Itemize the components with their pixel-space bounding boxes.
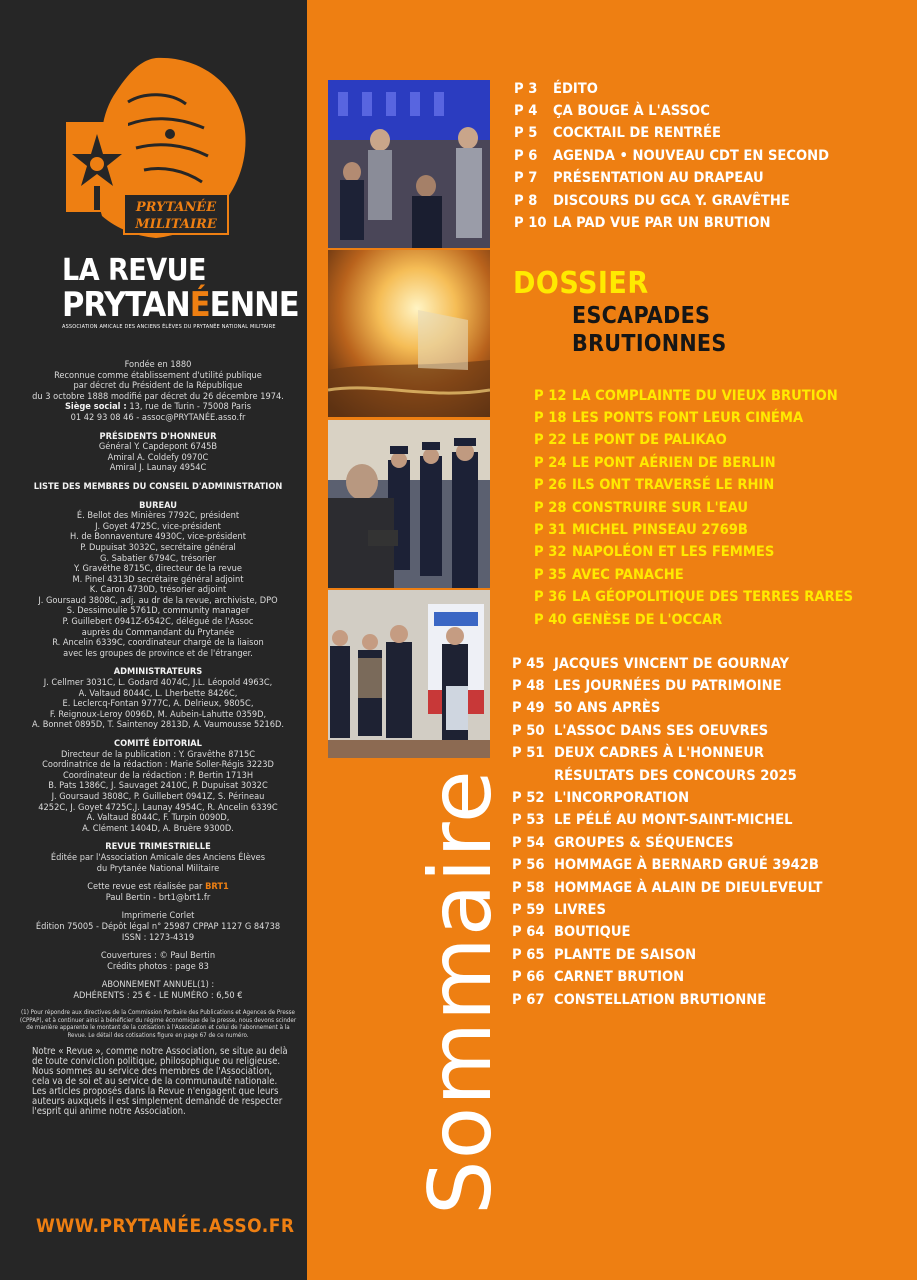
toc-page-number: P 51	[512, 744, 545, 762]
toc-title: AGENDA • NOUVEAU CDT EN SECOND	[553, 146, 830, 164]
toc-entry[interactable]	[512, 719, 823, 741]
text-line: Éditée par l'Association Amicale des Anciens Élèves	[50, 851, 266, 863]
toc-title: BOUTIQUE	[554, 923, 631, 941]
toc-title: LES PONTS FONT LEUR CINÉMA	[572, 409, 804, 427]
toc-title: 50 ANS APRÈS	[554, 699, 661, 717]
comite-title: COMITÉ ÉDITORIAL	[114, 738, 202, 749]
toc-entry[interactable]	[514, 99, 829, 121]
text-line: A. Clément 1404D, A. Bruère 9300D.	[82, 822, 234, 834]
toc-entry[interactable]	[512, 742, 823, 764]
toc-title: LE PONT DE PALIKAO	[572, 431, 727, 449]
toc-entry[interactable]	[512, 876, 823, 898]
text-line: J. Goursaud 3808C, P. Guillebert 0941Z, S. Périneau	[51, 790, 265, 802]
text-line: Amiral J. Launay 4954C	[109, 462, 207, 474]
text-line: B. Pats 1386C, J. Sauvaget 2410C, P. Dupuisat 3032C	[48, 780, 268, 792]
toc-title: L'INCORPORATION	[554, 789, 690, 807]
toc-title: CONSTRUIRE SUR L'EAU	[572, 498, 749, 516]
toc-page-number: P 32	[534, 543, 567, 561]
toc-page-number: P 10	[514, 214, 547, 232]
text-line: S. Dessimoulie 5761D, community manager	[66, 605, 250, 617]
text-line: ISSN : 1273-4319	[121, 931, 195, 943]
text-line: G. Sabatier 6794C, trésorier	[99, 552, 217, 564]
toc-entry[interactable]	[514, 144, 829, 166]
text-line: F. Reignoux-Leroy 0096D, M. Aubein-Lahutte 0359D,	[49, 708, 267, 720]
toc-entry[interactable]	[534, 474, 853, 496]
toc-section-dossier	[534, 384, 853, 630]
revue-title-line2: PRYTANÉENNE	[62, 285, 299, 325]
text-line: A. Bonnet 0895D, T. Saintenoy 2813D, A. Vaumousse 5216D.	[31, 719, 285, 731]
toc-entry[interactable]	[512, 652, 823, 674]
admins-list	[18, 678, 298, 731]
toc-title: GROUPES & SÉQUENCES	[554, 833, 734, 851]
toc-entry[interactable]	[512, 965, 823, 987]
dossier-title: ESCAPADES BRUTIONNES	[572, 303, 727, 357]
toc-title: DISCOURS DU GCA Y. GRAVÊTHE	[553, 191, 790, 209]
credits-list	[18, 951, 298, 972]
toc-page-number: P 26	[534, 476, 567, 494]
toc-title: GENÈSE DE L'OCCAR	[572, 610, 723, 628]
admins-title: ADMINISTRATEURS	[113, 666, 203, 678]
toc-page-number: P 35	[534, 565, 567, 583]
toc-title: AVEC PANACHE	[572, 565, 684, 583]
text-line: J. Goyet 4725C, vice-président	[95, 520, 221, 532]
abonnement-prices: ADHÉRENTS : 25 € - LE NUMÉRO : 6,50 €	[73, 989, 243, 1001]
toc-entry[interactable]	[534, 518, 853, 540]
toc-entry[interactable]	[512, 764, 823, 786]
toc-page-number: P 66	[512, 968, 545, 986]
footnote: (1) Pour répondre aux directives de la Commission Paritaire des Publications et Agences de Presse (CPPAP), et à continuer ainsi à bénéficier du régime économique de la presse, nous devons scinder de manière apparente le montant de la cotisation à l'Association et celui de l'abonnement à la Revue. Le détail des cotisations figure en page 67 de ce numéro.	[19, 1009, 297, 1039]
toc-page-number: P 65	[512, 945, 545, 963]
toc-section-rubriques	[512, 652, 823, 1010]
toc-title: LA COMPLAINTE DU VIEUX BRUTION	[572, 386, 838, 404]
toc-page-number: P 36	[534, 588, 567, 606]
toc-title: ÉDITO	[553, 79, 598, 97]
dossier-label: DOSSIER	[513, 266, 649, 301]
text-line: Y. Gravêthe 8715C, directeur de la revue	[74, 563, 242, 575]
bureau-list	[18, 511, 298, 659]
toc-page-number: P 48	[512, 677, 545, 695]
conseil-title: LISTE DES MEMBRES DU CONSEIL D'ADMINISTRATION	[33, 480, 283, 492]
legal-information: Fondée en 1880 Reconnue comme établissement d'utilité publique par décret du Président de la République du 3 octobre 1888 modifié par décret du 26 décembre 1974. Siège social : 13, rue de Turin - 75008 Paris 01 42 93 08 46 - assoc@PRYTANÉE.asso.fr PRÉSIDENTS D'HONNEUR Général Y. Capdepont 6745B Amiral A. Coldefy 0970C Amiral J. Launay 4954C LISTE DES MEMBRES DU CONSEIL D'ADMINISTRATION BUREAU É. Bellot des Minières 7792C, président J. Goyet 4725C, vice-président H. de Bonnaventure 4930C, vice-président P. Dupuisat 3032C, secrétaire général G. Sabatier 6794C, trésorier Y. Gravêthe 8715C, directeur de la revue M. Pinel 4313D secrétaire général adjoint K. Caron 4730D, trésorier adjoint J. Goursaud 3808C, adj. au dr de la revue, archiviste, DPO S. Dessimoulie 5761D, community manager P. Guillebert 0941Z-6542C, délégué de l'Assoc auprès du Commandant du Prytanée R. Ancelin 6339C, coordinateur chargé de la liaison avec les groupes de province et de l'étranger. ADMINISTRATEURS J. Cellmer 3031C, L. Godard 4074C, J.L. Léopold 4963C, A. Valtaud 8044C, L. Lherbette 8426C, E. Leclercq-Fontan 9777C, A. Delrieux, 9805C, F. Reignoux-Leroy 0096D, M. Aubein-Lahutte 0359D, A. Bonnet 0895D, T. Saintenoy 2813D, A. Vaumousse 5216D. COMITÉ ÉDITORIAL Directeur de la publication : Y. Gravêthe 8715C Coordinatrice de la rédaction : Marie Soller-Régis 3223D Coordinateur de la rédaction : P. Bertin 1713H B. Pats 1386C, J. Sauvaget 2410C, P. Dupuisat 3032C J. Goursaud 3808C, P. Guillebert 0941Z, S. Périneau 4252C, J. Goyet 4725C,J. Launay 4954C, R. Ancelin 6339C A. Valtaud 8044C, F. Turpin 0090D, A. Clément 1404D, A. Bruère 9300D. REVUE TRIMESTRIELLE Éditée par l'Association Amicale des Anciens Élèves du Prytanée National Militaire Cette revue est réalisée par BRT1 Paul Bertin - brt1@brt1.fr Imprimerie Corlet Édition 75005 - Dépôt légal n° 25987 CPPAP 1127 G 84738 ISSN : 1273-4319 Couvertures : © Paul Bertin Crédits photos : page 83 ABONNEMENT ANNUEL(1) : ADHÉRENTS : 25 € - LE NUMÉRO : 6,50 € (1) Pour répondre aux directives de la Commission Paritaire des Publications et Agences de Presse (CPPAP), et à continuer ainsi à bénéficier du régime économique de la presse, nous devons scinder de manière apparente le montant de la cotisation à l'Association et celui de l'abonnement à la Revue. Le détail des cotisations figure en page 67 de ce numéro. Notre « Revue », comme notre Association, se situe au delà de toute conviction politique, philosophique ou religieuse. Nous sommes au service des membres de l'Association, cela va de soi et au service de la communauté nationale. Les articles proposés dans la Revue n'engagent que leurs auteurs auxquels il est simplement demandé de respecter l'esprit qui anime notre Association.	[19, 359, 297, 1118]
toc-entry[interactable]	[514, 77, 829, 99]
toc-page-number: P 49	[512, 699, 545, 717]
toc-page-number: P 3	[514, 79, 538, 97]
toc-title: LE PONT AÉRIEN DE BERLIN	[572, 453, 776, 471]
toc-title: CARNET BRUTION	[554, 968, 685, 986]
toc-page-number: P 12	[534, 386, 567, 404]
toc-page-number: P 4	[514, 102, 538, 120]
text-line: Imprimerie Corlet	[121, 910, 195, 922]
toc-entry[interactable]	[534, 563, 853, 585]
text-line: Couvertures : © Paul Bertin	[100, 950, 216, 962]
text-line: P. Dupuisat 3032C, secrétaire général	[80, 541, 236, 553]
contact: 01 42 93 08 46 - assoc@PRYTANÉE.asso.fr	[70, 411, 246, 423]
text-line: É. Bellot des Minières 7792C, président	[76, 510, 240, 522]
revue-title-line1: LA REVUE	[62, 253, 206, 288]
toc-page-number: P 54	[512, 833, 545, 851]
toc-entry[interactable]	[534, 541, 853, 563]
toc-entry[interactable]	[512, 697, 823, 719]
toc-title: JACQUES VINCENT DE GOURNAY	[554, 654, 790, 672]
toc-page-number: P 22	[534, 431, 567, 449]
toc-title: LE PÉLÉ AU MONT-SAINT-MICHEL	[554, 811, 793, 829]
toc-page-number: P 31	[534, 521, 567, 539]
toc-section-news	[514, 77, 829, 234]
toc-page-number: P 7	[514, 169, 538, 187]
toc-entry[interactable]	[512, 943, 823, 965]
toc-page-number: P 53	[512, 811, 545, 829]
toc-page-number: P 52	[512, 789, 545, 807]
text-line: J. Goursaud 3808C, adj. au dr de la revue, archiviste, DPO	[38, 594, 278, 606]
toc-page-number: P 24	[534, 453, 567, 471]
toc-title: MICHEL PINSEAU 2769B	[572, 521, 748, 539]
photo-speech-event	[328, 590, 490, 758]
website-link[interactable]: WWW.PRYTANÉE.ASSO.FR	[36, 1215, 295, 1237]
toc-page-number: P 5	[514, 124, 538, 142]
imprimerie-list	[18, 911, 298, 943]
realisee-par: Cette revue est réalisée par BRT1	[87, 881, 229, 893]
toc-entry[interactable]	[534, 496, 853, 518]
toc-title: PLANTE DE SAISON	[554, 945, 697, 963]
toc-entry[interactable]	[512, 809, 823, 831]
text-line: Édition 75005 - Dépôt légal n° 25987 CPPAP 1127 G 84738	[35, 920, 281, 932]
text-line: J. Cellmer 3031C, L. Godard 4074C, J.L. Léopold 4963C,	[43, 677, 273, 689]
toc-page-number: P 28	[534, 498, 567, 516]
text-line: K. Caron 4730D, trésorier adjoint	[89, 584, 227, 596]
bureau-title: BUREAU	[139, 499, 177, 511]
toc-title: LA PAD VUE PAR UN BRUTION	[553, 214, 771, 232]
svg-text:MILITAIRE: MILITAIRE	[135, 217, 217, 232]
editorial-note: Notre « Revue », comme notre Association, se situe au delà de toute conviction politique, philosophique ou religieuse. Nous sommes au service des membres de l'Association, cela va de soi et au service de la communauté nationale. Les articles proposés dans la Revue n'engagent que leurs auteurs auxquels il est simplement demandé de respecter l'esprit qui anime notre Association.	[32, 1046, 288, 1118]
toc-page-number: P 8	[514, 191, 538, 209]
text-line: Général Y. Capdepont 6745B	[98, 441, 218, 453]
toc-entry[interactable]	[512, 786, 823, 808]
toc-entry[interactable]	[512, 898, 823, 920]
photo-cadets-inspection	[328, 420, 490, 588]
text-line: Amiral A. Coldefy 0970C	[107, 451, 209, 463]
toc-title: HOMMAGE À ALAIN DE DIEULEVEULT	[554, 878, 823, 896]
toc-title: NAPOLÉON ET LES FEMMES	[572, 543, 775, 561]
abonnement-label: ABONNEMENT ANNUEL(1) :	[101, 979, 215, 991]
presidents-list	[18, 442, 298, 474]
toc-title: PRÉSENTATION AU DRAPEAU	[553, 169, 764, 187]
text-line: Coordinateur de la rédaction : P. Bertin 1713H	[62, 769, 254, 781]
toc-page-number: P 6	[514, 146, 538, 164]
toc-page-number: P 56	[512, 856, 545, 874]
text-line: A. Valtaud 8044C, F. Turpin 0090D,	[86, 812, 230, 824]
toc-title: HOMMAGE À BERNARD GRUÉ 3942B	[554, 856, 819, 874]
toc-page-number: P 45	[512, 654, 545, 672]
toc-title: ÇA BOUGE À L'ASSOC	[553, 102, 710, 120]
toc-page-number: P 64	[512, 923, 545, 941]
toc-entry[interactable]	[534, 608, 853, 630]
masthead-column	[0, 0, 307, 1280]
toc-page-number: P 67	[512, 990, 545, 1008]
toc-title: LIVRES	[554, 900, 606, 918]
toc-entry[interactable]	[534, 384, 853, 406]
trimestrielle-title: REVUE TRIMESTRIELLE	[105, 841, 211, 853]
prytanee-logo-icon	[58, 52, 254, 242]
text-line: H. de Bonnaventure 4930C, vice-président	[70, 531, 246, 543]
text-line: P. Guillebert 0941Z-6542C, délégué de l'Assoc	[62, 616, 254, 628]
text-line: auprès du Commandant du Prytanée	[81, 626, 235, 638]
toc-title: ILS ONT TRAVERSÉ LE RHIN	[572, 476, 775, 494]
toc-title: LES JOURNÉES DU PATRIMOINE	[554, 677, 782, 695]
toc-title: CONSTELLATION BRUTIONNE	[554, 990, 767, 1008]
toc-entry[interactable]	[512, 831, 823, 853]
toc-title: L'ASSOC DANS SES OEUVRES	[554, 721, 769, 739]
text-line: Crédits photos : page 83	[107, 960, 209, 972]
text-line: 4252C, J. Goyet 4725C,J. Launay 4954C, R. Ancelin 6339C	[38, 801, 278, 813]
text-line: M. Pinel 4313D secrétaire général adjoint	[72, 573, 244, 585]
toc-entry[interactable]	[514, 122, 829, 144]
toc-entry[interactable]	[514, 167, 829, 189]
toc-entry[interactable]	[514, 211, 829, 233]
toc-title: RÉSULTATS DES CONCOURS 2025	[554, 766, 797, 784]
text-line: du Prytanée National Militaire	[96, 862, 220, 874]
presidents-title: PRÉSIDENTS D'HONNEUR	[99, 430, 217, 442]
photo-ceremony-night	[328, 80, 490, 248]
toc-entry[interactable]	[512, 921, 823, 943]
toc-entry[interactable]	[534, 586, 853, 608]
toc-entry[interactable]	[534, 406, 853, 428]
toc-entry[interactable]	[512, 854, 823, 876]
photo-turner-painting	[328, 250, 490, 417]
revue-title	[62, 253, 299, 331]
toc-title: LA GÉOPOLITIQUE DES TERRES RARES	[572, 588, 854, 606]
svg-text:PRYTANÉE: PRYTANÉE	[135, 200, 217, 215]
toc-entry[interactable]	[512, 988, 823, 1010]
comite-list	[18, 750, 298, 835]
toc-page-number: P 18	[534, 409, 567, 427]
text-line: R. Ancelin 6339C, coordinateur chargé de la liaison	[52, 637, 264, 649]
revue-subtitle: ASSOCIATION AMICALE DES ANCIENS ÉLÈVES DU PRYTANÉE NATIONAL MILITAIRE	[62, 324, 276, 330]
text-line: E. Leclercq-Fontan 9777C, A. Delrieux, 9805C,	[62, 698, 254, 710]
toc-entry[interactable]	[534, 429, 853, 451]
toc-entry[interactable]	[534, 451, 853, 473]
text-line: avec les groupes de province et de l'étranger.	[63, 647, 253, 659]
sommaire-heading: Sommaire	[411, 769, 511, 1215]
siege-social: Siège social : 13, rue de Turin - 75008 Paris	[64, 401, 252, 413]
text-line: A. Valtaud 8044C, L. Lherbette 8426C,	[78, 687, 238, 699]
trimestrielle-list	[18, 853, 298, 874]
toc-page-number: P 59	[512, 900, 545, 918]
toc-page-number: P 40	[534, 610, 567, 628]
toc-title: DEUX CADRES À L'HONNEUR	[554, 744, 765, 762]
toc-page-number: P 58	[512, 878, 545, 896]
text-line: Directeur de la publication : Y. Gravêthe 8715C	[60, 748, 256, 760]
toc-title: COCKTAIL DE RENTRÉE	[553, 124, 721, 142]
text-line: Coordinatrice de la rédaction : Marie Soller-Régis 3223D	[42, 759, 274, 771]
toc-entry[interactable]	[514, 189, 829, 211]
toc-page-number: P 50	[512, 721, 545, 739]
toc-entry[interactable]	[512, 674, 823, 696]
